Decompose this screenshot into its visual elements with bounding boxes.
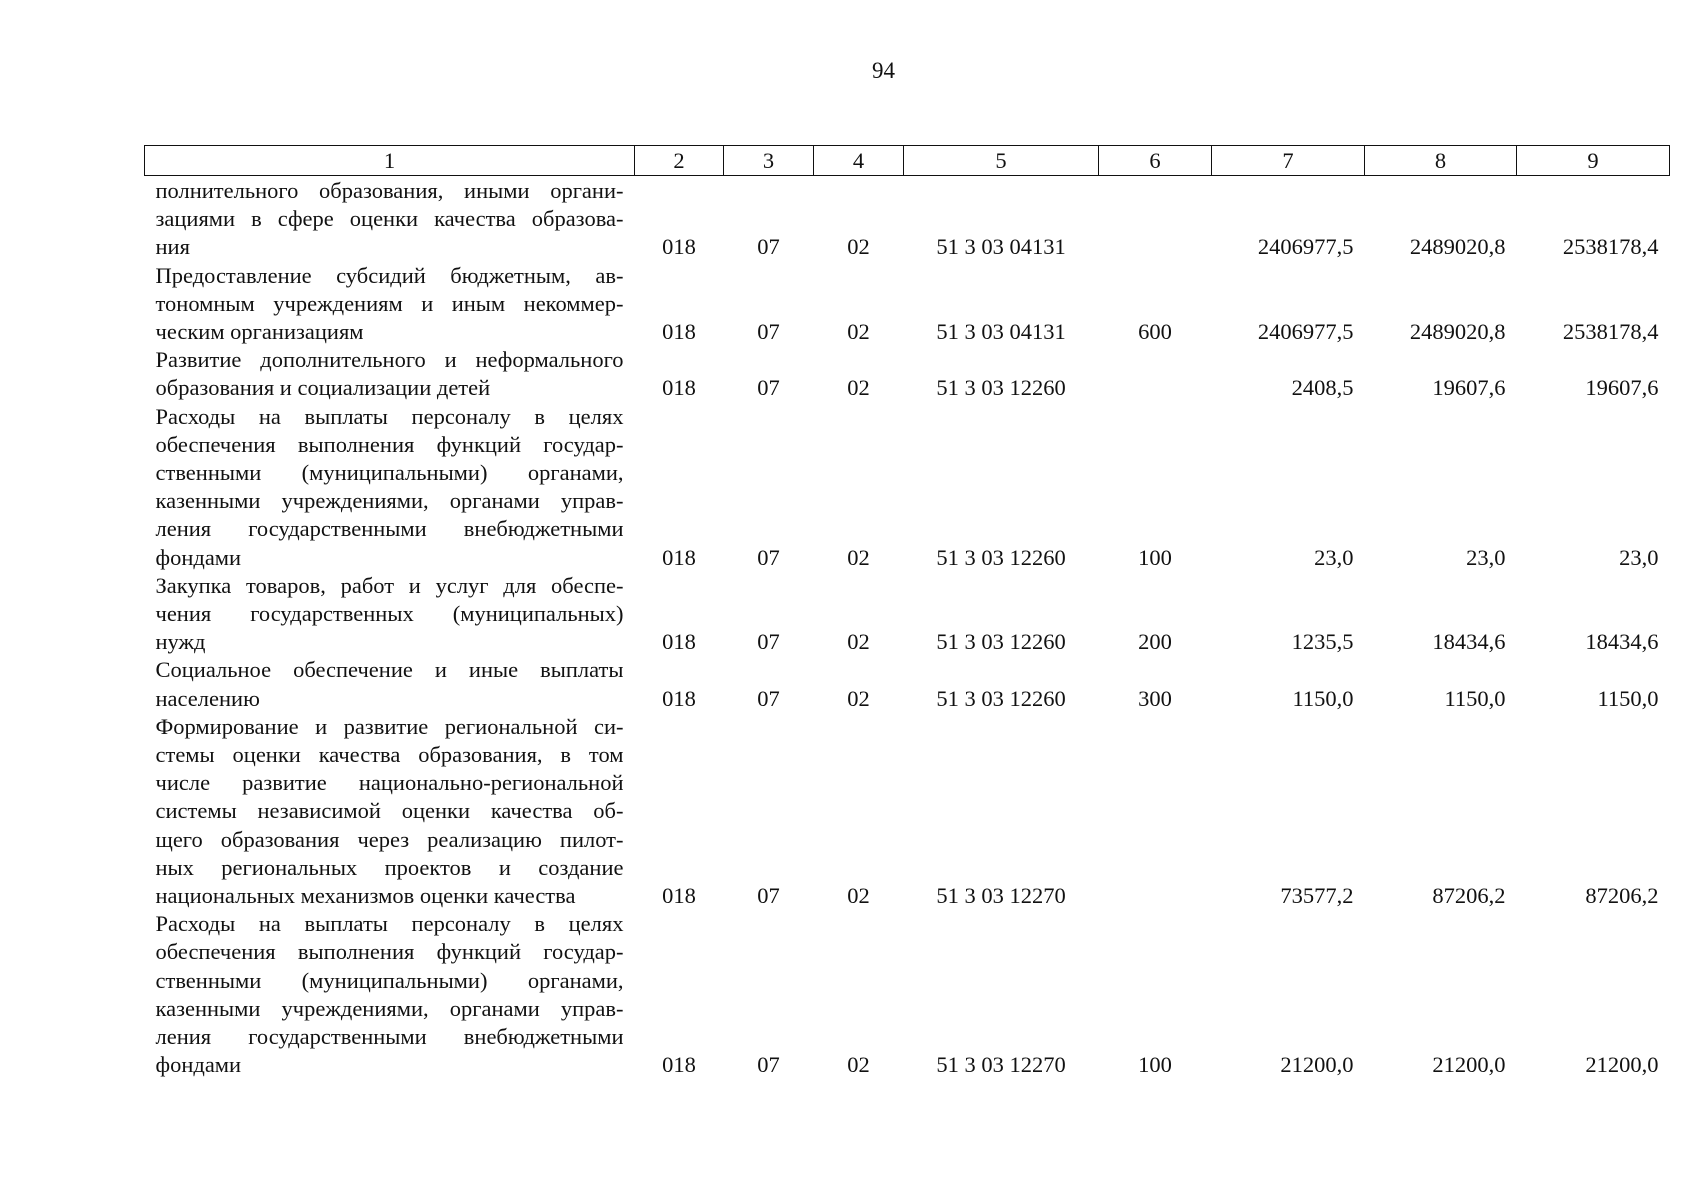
column-header: 9 — [1517, 146, 1670, 176]
row-description — [145, 346, 635, 402]
description-line: казенными учреждениями, органами управ- — [155, 995, 624, 1021]
column-header: 7 — [1212, 146, 1365, 176]
cell-amount-year-3: 21200,0 — [1585, 1052, 1659, 1078]
cell-amount-year-3: 19607,6 — [1585, 375, 1659, 401]
cell-amount-year-3: 18434,6 — [1585, 629, 1659, 655]
cell-section: 07 — [757, 544, 780, 570]
cell-amount-year-2: 2489020,8 — [1409, 319, 1506, 345]
cell-amount-year-1: 21200,0 — [1280, 1052, 1354, 1078]
description-line: Предоставление субсидий бюджетным, ав- — [155, 262, 624, 288]
page-number: 94 — [872, 58, 895, 83]
description-line: Формирование и развитие региональной си- — [155, 713, 624, 739]
cell-subsection: 02 — [847, 629, 870, 655]
description-line: обеспечения выполнения функций государ- — [155, 939, 624, 965]
cell-amount-year-1: 1150,0 — [1292, 685, 1354, 711]
budget-table — [144, 145, 1670, 1080]
description-line: Расходы на выплаты персоналу в целях — [155, 403, 624, 429]
cell-amount-year-2: 2489020,8 — [1409, 234, 1506, 260]
cell-expense-type — [1099, 176, 1212, 262]
table-row — [145, 713, 1670, 910]
row-description — [145, 713, 635, 910]
cell-expense-type — [1099, 346, 1212, 402]
description-line: национальных механизмов оценки качества — [155, 883, 576, 909]
column-header: 2 — [635, 146, 724, 176]
cell-amount-year-2: 19607,6 — [1432, 375, 1506, 401]
cell-target-article: 51 3 03 12270 — [936, 1052, 1066, 1078]
cell-amount-year-1: 2406977,5 — [1257, 319, 1354, 345]
cell-subsection: 02 — [847, 685, 870, 711]
cell-target-article: 51 3 03 12260 — [936, 629, 1066, 655]
cell-amount-year-1: 23,0 — [1314, 544, 1354, 570]
description-line: ния — [155, 234, 190, 260]
cell-ved: 018 — [662, 544, 696, 570]
description-line: Закупка товаров, работ и услуг для обеспе- — [155, 572, 624, 598]
row-description — [145, 176, 635, 262]
cell-expense-type: 300 — [1138, 685, 1172, 711]
description-line: фондами — [155, 544, 242, 570]
description-line: казенными учреждениями, органами управ- — [155, 488, 624, 514]
cell-ved: 018 — [662, 319, 696, 345]
description-line: числе развитие национально-региональной — [155, 770, 624, 796]
description-line: ческим организациям — [155, 319, 364, 345]
column-header: 6 — [1099, 146, 1212, 176]
column-header: 1 — [145, 146, 635, 176]
row-description — [145, 262, 635, 347]
table-row — [145, 572, 1670, 657]
cell-subsection: 02 — [847, 375, 870, 401]
cell-target-article: 51 3 03 12260 — [936, 685, 1066, 711]
cell-target-article: 51 3 03 12270 — [936, 883, 1066, 909]
cell-amount-year-2: 1150,0 — [1444, 685, 1506, 711]
cell-ved: 018 — [662, 1052, 696, 1078]
cell-expense-type: 200 — [1138, 629, 1172, 655]
description-line: системы независимой оценки качества об- — [155, 798, 624, 824]
cell-section: 07 — [757, 375, 780, 401]
cell-section: 07 — [757, 234, 780, 260]
cell-amount-year-1: 1235,5 — [1291, 629, 1354, 655]
cell-amount-year-3: 2538178,4 — [1562, 234, 1659, 260]
table-row — [145, 346, 1670, 402]
cell-ved: 018 — [662, 375, 696, 401]
cell-amount-year-3: 87206,2 — [1585, 883, 1659, 909]
cell-ved: 018 — [662, 234, 696, 260]
cell-amount-year-1: 73577,2 — [1280, 883, 1354, 909]
description-line: ления государственными внебюджетными — [155, 516, 624, 542]
column-header: 3 — [724, 146, 814, 176]
description-line: обеспечения выполнения функций государ- — [155, 431, 624, 457]
description-line: фондами — [155, 1052, 242, 1078]
table-row — [145, 403, 1670, 572]
cell-amount-year-3: 23,0 — [1619, 544, 1659, 570]
column-header: 5 — [904, 146, 1099, 176]
cell-expense-type: 600 — [1138, 319, 1172, 345]
cell-amount-year-1: 2408,5 — [1291, 375, 1354, 401]
cell-amount-year-2: 18434,6 — [1432, 629, 1506, 655]
cell-ved: 018 — [662, 629, 696, 655]
cell-ved: 018 — [662, 685, 696, 711]
cell-subsection: 02 — [847, 1052, 870, 1078]
cell-section: 07 — [757, 1052, 780, 1078]
description-line: ления государственными внебюджетными — [155, 1024, 624, 1050]
cell-section: 07 — [757, 319, 780, 345]
row-description — [145, 910, 635, 1079]
cell-ved: 018 — [662, 883, 696, 909]
description-line: стемы оценки качества образования, в том — [155, 742, 624, 768]
description-line: Расходы на выплаты персоналу в целях — [155, 911, 624, 937]
cell-subsection: 02 — [847, 319, 870, 345]
cell-expense-type: 100 — [1138, 544, 1172, 570]
cell-amount-year-1: 2406977,5 — [1257, 234, 1354, 260]
description-line: чения государственных (муниципальных) — [155, 601, 624, 627]
description-line: тономным учреждениям и иным некоммер- — [155, 290, 624, 316]
cell-expense-type: 100 — [1138, 1052, 1172, 1078]
cell-subsection: 02 — [847, 883, 870, 909]
column-header: 8 — [1365, 146, 1517, 176]
cell-section: 07 — [757, 685, 780, 711]
cell-target-article: 51 3 03 12260 — [936, 375, 1066, 401]
description-line: ственными (муниципальными) органами, — [155, 460, 624, 486]
description-line: нужд — [155, 629, 206, 655]
description-line: Социальное обеспечение и иные выплаты — [155, 657, 624, 683]
description-line: полнительного образования, иными органи- — [155, 178, 624, 203]
cell-subsection: 02 — [847, 234, 870, 260]
description-line: ных региональных проектов и создание — [155, 854, 624, 880]
cell-section: 07 — [757, 883, 780, 909]
column-header: 4 — [814, 146, 904, 176]
description-line: зациями в сфере оценки качества образова- — [155, 206, 624, 232]
row-description — [145, 572, 635, 657]
description-line: населению — [155, 685, 260, 711]
cell-amount-year-3: 1150,0 — [1597, 685, 1659, 711]
row-description — [145, 656, 635, 712]
description-line: образования и социализации детей — [155, 375, 491, 401]
cell-amount-year-3: 2538178,4 — [1562, 319, 1659, 345]
table-row — [145, 656, 1670, 712]
cell-amount-year-2: 87206,2 — [1432, 883, 1506, 909]
cell-section: 07 — [757, 629, 780, 655]
cell-expense-type — [1099, 713, 1212, 910]
cell-subsection: 02 — [847, 544, 870, 570]
cell-amount-year-2: 21200,0 — [1432, 1052, 1506, 1078]
row-description — [145, 403, 635, 572]
cell-target-article: 51 3 03 04131 — [936, 319, 1066, 345]
cell-target-article: 51 3 03 04131 — [936, 234, 1066, 260]
description-line: щего образования через реализацию пилот- — [155, 826, 624, 852]
cell-amount-year-2: 23,0 — [1466, 544, 1506, 570]
header-row — [145, 146, 1670, 176]
table-row — [145, 262, 1670, 347]
table-body — [145, 176, 1670, 1080]
table-row — [145, 176, 1670, 262]
description-line: Развитие дополнительного и неформального — [155, 347, 624, 373]
table-row — [145, 910, 1670, 1079]
description-line: ственными (муниципальными) органами, — [155, 967, 624, 993]
cell-target-article: 51 3 03 12260 — [936, 544, 1066, 570]
